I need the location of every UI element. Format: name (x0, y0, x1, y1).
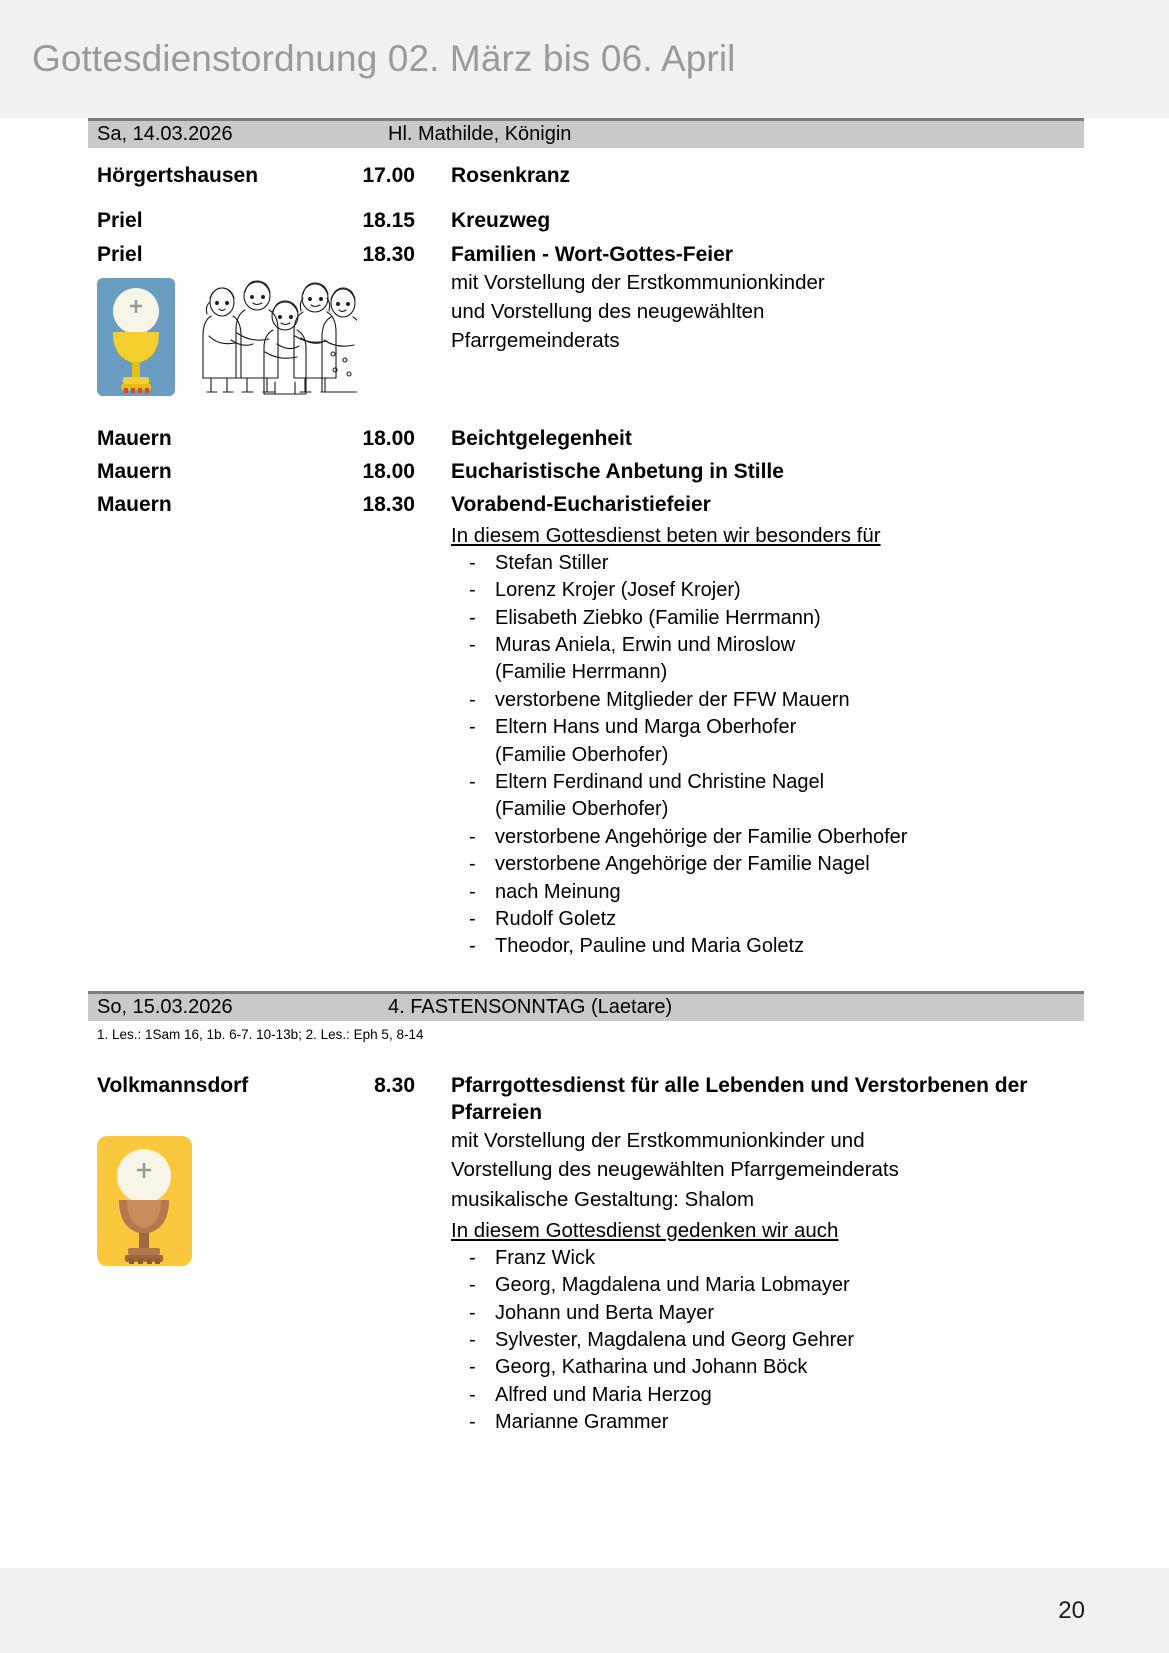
intention-item (469, 1354, 1084, 1381)
service-title: Familien - Wort-Gottes-Feier (451, 242, 733, 266)
service-place: Hörgertshausen (97, 164, 259, 187)
list-dash: - (469, 1328, 476, 1351)
list-dash: - (469, 1301, 476, 1324)
intention-text: Sylvester, Magdalena und Georg Gehrer (495, 1328, 855, 1351)
service-note-line: musikalische Gestaltung: Shalom (451, 1187, 755, 1211)
service-notes (427, 1126, 1084, 1436)
chalice-gold-icon (97, 1136, 192, 1266)
service-row (88, 425, 1084, 452)
day-feast: Hl. Mathilde, Königin (388, 123, 572, 145)
service-place: Volkmannsdorf (97, 1073, 249, 1097)
chalice-blue-icon (97, 278, 175, 396)
page-body (0, 118, 1169, 1437)
service-title: Beichtgelegenheit (451, 426, 632, 450)
service-time: 18.30 (362, 493, 415, 517)
intention-item (469, 851, 1084, 878)
service-note-line: Vorstellung des neugewählten Pfarrgemeinderats (451, 1158, 899, 1182)
day-feast: 4. FASTENSONNTAG (Laetare) (388, 995, 673, 1018)
intention-item (469, 933, 1084, 960)
service-time: 18.00 (362, 460, 415, 484)
day-date: So, 15.03.2026 (97, 995, 233, 1018)
intention-item (469, 1327, 1084, 1354)
intention-text: Stefan Stiller (495, 551, 609, 574)
intention-item (469, 632, 1084, 687)
intention-text: verstorbene Angehörige der Familie Oberhofer (495, 825, 908, 848)
intention-item (469, 1300, 1084, 1327)
service-place: Mauern (97, 426, 172, 450)
service-time: 18.15 (362, 209, 415, 233)
service-title: Rosenkranz (451, 164, 571, 187)
service-time: 17.00 (362, 164, 415, 187)
intention-text: verstorbene Mitglieder der FFW Mauern (495, 688, 850, 711)
intention-item (469, 605, 1084, 632)
intention-item (469, 769, 1084, 824)
service-note-line: und Vorstellung des neugewählten (451, 300, 765, 323)
intention-list (451, 1245, 1084, 1437)
intention-text: Eltern Hans und Marga Oberhofer (495, 716, 797, 739)
service-title: Eucharistische Anbetung in Stille (451, 460, 784, 484)
list-dash: - (469, 1411, 476, 1434)
intention-item (469, 906, 1084, 933)
service-note-line: Pfarrgemeinderats (451, 329, 620, 353)
intention-text: Theodor, Pauline und Maria Goletz (495, 935, 805, 958)
intention-text-cont: (Familie Herrmann) (495, 661, 668, 684)
list-dash: - (469, 771, 476, 794)
intention-text: verstorbene Angehörige der Familie Nagel (495, 853, 870, 876)
intention-text: Rudolf Goletz (495, 907, 617, 930)
service-notes (427, 268, 1084, 355)
intention-heading: In diesem Gottesdienst gedenken wir auch (451, 1218, 839, 1242)
service-note-line: mit Vorstellung der Erstkommunionkinder (451, 270, 825, 294)
service-row (88, 1072, 1084, 1127)
list-dash: - (469, 880, 476, 903)
intention-text: Eltern Ferdinand und Christine Nagel (495, 771, 825, 794)
list-dash: - (469, 606, 476, 629)
list-dash: - (469, 1356, 476, 1379)
list-dash: - (469, 634, 476, 657)
list-dash: - (469, 935, 476, 958)
service-place: Priel (97, 242, 143, 266)
intention-item (469, 577, 1084, 604)
list-dash: - (469, 825, 476, 848)
children-group-icon (197, 278, 357, 401)
page-header (0, 0, 1169, 118)
list-dash: - (469, 688, 476, 711)
list-dash: - (469, 1246, 476, 1269)
service-row (88, 491, 1084, 518)
service-time: 18.00 (362, 426, 415, 450)
intention-text: Georg, Katharina und Johann Böck (495, 1356, 808, 1379)
intention-item (469, 1245, 1084, 1272)
service-row (88, 207, 1084, 234)
service-icons (88, 1136, 427, 1266)
list-dash: - (469, 579, 476, 602)
day-readings: 1. Les.: 1Sam 16, 1b. 6-7. 10-13b; 2. Les.: Eph 5, 8-14 (97, 1026, 424, 1042)
page-footer (0, 1568, 1169, 1653)
intention-text: Marianne Grammer (495, 1411, 669, 1434)
page-number: 20 (1058, 1596, 1085, 1624)
service-place: Mauern (97, 460, 172, 484)
service-row (88, 162, 1084, 189)
service-row (88, 241, 1084, 268)
intention-item (469, 1382, 1084, 1409)
page-title: Gottesdienstordnung 02. März bis 06. April (32, 38, 736, 79)
intention-heading: In diesem Gottesdienst beten wir besonders für (451, 523, 881, 547)
intention-text: Lorenz Krojer (Josef Krojer) (495, 579, 741, 602)
service-note-line: mit Vorstellung der Erstkommunionkinder und (451, 1129, 865, 1153)
intention-text-cont: (Familie Oberhofer) (495, 743, 669, 766)
intention-item (469, 1409, 1084, 1436)
intention-text: Muras Aniela, Erwin und Miroslow (495, 634, 796, 657)
intention-text: Franz Wick (495, 1246, 595, 1269)
service-place: Priel (97, 209, 143, 233)
intention-item (469, 714, 1084, 769)
intention-text-cont: (Familie Oberhofer) (495, 798, 669, 821)
service-title: Pfarrgottesdienst für alle Lebenden und Verstorbenen der Pfarreien (451, 1073, 1028, 1125)
service-title: Vorabend-Eucharistiefeier (451, 493, 711, 517)
service-place: Mauern (97, 493, 172, 517)
intention-item (469, 824, 1084, 851)
day-header-bar (88, 991, 1084, 1021)
service-time: 18.30 (362, 242, 415, 266)
list-dash: - (469, 907, 476, 930)
list-dash: - (469, 1274, 476, 1297)
intention-text: Georg, Magdalena und Maria Lobmayer (495, 1274, 850, 1297)
list-dash: - (469, 716, 476, 739)
intention-text: nach Meinung (495, 880, 621, 903)
service-icons (88, 278, 427, 401)
day-header-bar (88, 118, 1084, 148)
day-date: Sa, 14.03.2026 (97, 123, 233, 145)
intention-item (469, 687, 1084, 714)
intention-list (451, 550, 1084, 961)
intention-item (469, 879, 1084, 906)
service-title: Kreuzweg (451, 209, 551, 233)
intention-item (469, 1272, 1084, 1299)
list-dash: - (469, 551, 476, 574)
service-time: 8.30 (374, 1073, 415, 1097)
intention-text: Johann und Berta Mayer (495, 1301, 715, 1324)
service-row (88, 458, 1084, 485)
intention-text: Elisabeth Ziebko (Familie Herrmann) (495, 606, 821, 629)
intention-text: Alfred und Maria Herzog (495, 1383, 712, 1406)
service-intentions (427, 519, 1084, 961)
list-dash: - (469, 1383, 476, 1406)
list-dash: - (469, 853, 476, 876)
intention-item (469, 550, 1084, 577)
